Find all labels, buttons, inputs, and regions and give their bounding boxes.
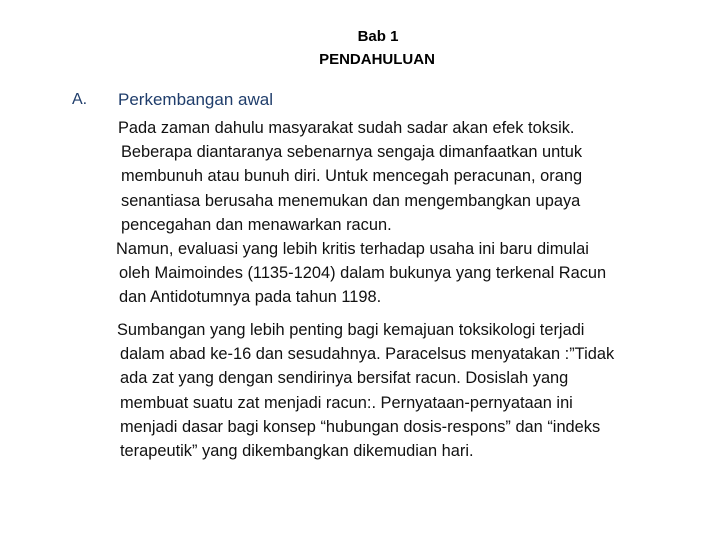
paragraph-line: Pada zaman dahulu masyarakat sudah sadar akan efek toksik.: [118, 119, 575, 137]
paragraph-line: Beberapa diantaranya sebenarnya sengaja dimanfaatkan untuk: [121, 143, 583, 162]
chapter-title: PENDAHULUAN: [319, 51, 435, 68]
section-letter: A.: [72, 91, 88, 108]
paragraph-line: ada zat yang dengan sendirinya bersifat racun. Dosislah yang: [120, 369, 569, 388]
paragraph-line: pencegahan dan menawarkan racun.: [121, 215, 392, 234]
paragraph-line: senantiasa berusaha menemukan dan mengembangkan upaya: [121, 191, 581, 210]
paragraph-line: membunuh atau bunuh diri. Untuk mencegah peracunan, orang: [121, 167, 583, 186]
paragraph-3: [117, 318, 614, 463]
paragraph-line: menjadi dasar bagi konsep “hubungan dosis-respons” dan “indeks: [120, 417, 601, 436]
paragraph-2: [116, 237, 606, 310]
paragraph-line: Namun, evaluasi yang lebih kritis terhadap usaha ini baru dimulai: [116, 240, 589, 258]
paragraph-line: membuat suatu zat menjadi racun:. Pernyataan-pernyataan ini: [120, 393, 573, 412]
paragraph-line: oleh Maimoindes (1135-1204) dalam bukunya yang terkenal Racun: [119, 264, 607, 283]
paragraph-line: dan Antidotumnya pada tahun 1198.: [119, 288, 382, 307]
paragraph-1: [118, 116, 582, 237]
paragraph-line: terapeutik” yang dikembangkan dikemudian hari.: [120, 442, 474, 461]
chapter-label: Bab 1: [357, 28, 399, 45]
section-title: Perkembangan awal: [118, 90, 273, 109]
paragraph-line: Sumbangan yang lebih penting bagi kemajuan toksikologi terjadi: [117, 321, 585, 339]
paragraph-line: dalam abad ke-16 dan sesudahnya. Paracelsus menyatakan :”Tidak: [120, 345, 615, 364]
